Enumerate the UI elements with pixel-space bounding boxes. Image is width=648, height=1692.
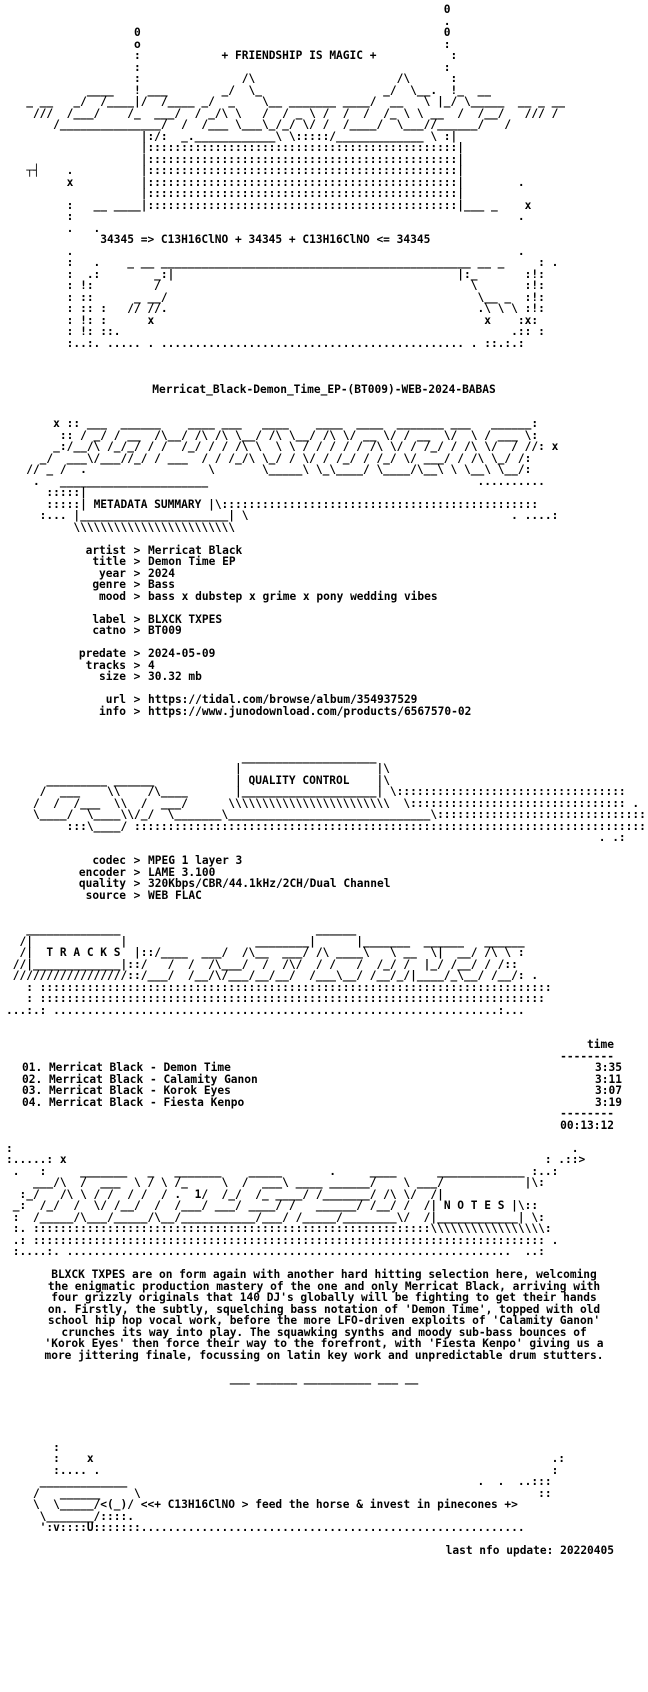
tracks-total-time: 00:13:12 bbox=[560, 1118, 614, 1132]
tracks-time-header: time bbox=[587, 1038, 614, 1051]
notes-banner-art-top: : . :.....: x : .::> . : _______ _ _______ _____ . ____ _____________ :..: ___/\ / ___ \ / \ /_ \ / ___\ ____ ______/ \ ___/ |\: :_/ /\ \ / / / / / . 1/ /_/ /_ ____/ /_______/ /\ \/ /| bbox=[6, 1141, 586, 1201]
bridge-ascii-art: . . : . _ __ ______________________________________________ __ _ : . : .: _:| |:_ :!: : !: / \ :!: : :: _ __/ \__ _ :!: : :: : // //. .\ \ \ :!: : !: : x x :x: : !: ::. .:: : :..:. ..... . ............................................. . ::.:.: bbox=[66, 244, 559, 350]
metadata-row-info[interactable]: info > https://www.junodownload.com/products/6567570-02 bbox=[99, 704, 472, 718]
quality-row-codec: codec > MPEG 1 layer 3 bbox=[92, 854, 243, 867]
formula-line bbox=[6, 234, 642, 246]
nfo-document bbox=[6, 3, 646, 1557]
quality-banner-art-top: ____________________ | |\ bbox=[235, 750, 390, 775]
track-title: 01. Merricat Black - Demon Time bbox=[22, 1061, 231, 1074]
metadata-row-mood: mood > bass x dubstep x grime x pony wedding vibes bbox=[99, 589, 438, 603]
track-title: 03. Merricat Black - Korok Eyes bbox=[22, 1084, 231, 1097]
info-link[interactable]: https://www.junodownload.com/products/6567570-02 bbox=[148, 704, 472, 718]
metadata-row-catno: catno > BT009 bbox=[92, 624, 182, 637]
track-time: 3:35 bbox=[595, 1061, 622, 1074]
footer-tagline: <<+ C13H16ClNO > feed the horse & invest in pinecones +> bbox=[140, 1498, 518, 1511]
metadata-row-predate: predate > 2024-05-09 bbox=[78, 647, 216, 660]
quality-banner-art-bottom: / ___ \\ /\____ |____________________| \:::::::::::::::::::::::::::::::::: / / /___ \\ / ___/ \\\\\\\\\\\\\\\\\\\\\\\\ \:::::::::::::::::::::::::::::::: . \____/ \____\\/_/ \_______\______________________________\::::::::::::::::::::::::::::::: :::\____/ :::::::::::::::::::::::::::::::::::::::::::::::::::::::::::::::::::::::::::: . .: bbox=[32, 785, 646, 844]
quality-row-source: source > WEB FLAC bbox=[85, 888, 202, 902]
tracks-banner-art-top: ______________ ______ /| | ________| |_______ ______ ______ bbox=[19, 923, 525, 948]
metadata-section-label: METADATA SUMMARY bbox=[93, 497, 202, 511]
track-row bbox=[6, 1097, 642, 1109]
last-update: last nfo update: 20220405 bbox=[445, 1544, 614, 1557]
header-text: + FRIENDSHIP IS MAGIC + bbox=[221, 49, 377, 62]
track-time: 3:07 bbox=[595, 1084, 622, 1097]
quality-list bbox=[6, 855, 642, 901]
quality-section-label: QUALITY CONTROL bbox=[248, 773, 350, 787]
release-name: Merricat_Black-Demon_Time_EP-(BT009)-WEB-2024-BABAS bbox=[152, 382, 496, 396]
track-title: 04. Merricat Black - Fiesta Kenpo bbox=[22, 1095, 245, 1109]
tracks-header-rule: -------- bbox=[560, 1049, 614, 1063]
track-time: 3:19 bbox=[595, 1095, 622, 1109]
track-title: 02. Merricat Black - Calamity Ganon bbox=[22, 1072, 258, 1086]
footer-tagline-line: \ \_____/<(_)/ <<+ C13H16ClNO > feed the horse & invest in pinecones +> bbox=[6, 1498, 518, 1511]
notes-section-label: N O T E S bbox=[443, 1199, 505, 1212]
footer-art-top: : : x .: :.... . : _____________ . . ..::: / ______ \ :: bbox=[32, 1440, 566, 1500]
tracks-total-rule: -------- bbox=[560, 1107, 614, 1120]
formula-text: 34345 => C13H16ClNO + 34345 + C13H16ClNO <= 34345 bbox=[100, 233, 431, 246]
quality-row-quality: quality > 320Kbps/CBR/44.1kHz/2CH/Dual Channel bbox=[78, 877, 391, 890]
track-list bbox=[6, 1062, 642, 1108]
metadata-label-line: :::::| METADATA SUMMARY |\::::::::::::::::::::::::::::::::::::::::::::::: :... |______________________| \ . ....: \\\\\\\\\\\\\\\\\\\\\\\\ bbox=[6, 497, 559, 534]
metadata-row-genre: genre > Bass bbox=[92, 578, 175, 591]
tracks-section-label: T R A C K S bbox=[46, 946, 121, 959]
track-row bbox=[6, 1062, 642, 1074]
notes-paragraph: BLXCK TXPES are on form again with another hard hitting selection here, welcoming the enigmatic production mastery of the one and only Merricat Black, arriving with four grizzly originals that 140 DJ's globally will be fighting to get their hands on. Firstly, the subtly, squelching bass notation of 'Demon Time', topped with old school hip hop vocal work, before the more LFO-driven exploits of 'Calamity Ganon' crunches its way into play. The squawking synths and moody sub-bass bounces of 'Korok Eyes' then force their way to the forefront, with 'Fiesta Kenpo' giving us a more jittering finale, focussing on latin key work and unpredictable drum stutters. bbox=[44, 1268, 604, 1362]
quality-label-line: _________ ______ | QUALITY CONTROL |\ bbox=[6, 773, 390, 787]
track-time: 3:11 bbox=[595, 1072, 622, 1086]
notes-divider: ___ ______ __________ ___ __ bbox=[229, 1371, 419, 1385]
metadata-row-artist: artist > Merricat Black bbox=[85, 543, 243, 557]
metadata-row-title: title > Demon Time EP bbox=[92, 555, 236, 568]
metadata-row-label: label > BLXCK TXPES bbox=[92, 612, 223, 626]
metadata-row-year: year > 2024 bbox=[99, 566, 175, 580]
track-row bbox=[6, 1085, 642, 1097]
tracks-label-line: /| T R A C K S |::/____ ___/ /\__ ___/ /\ ____\ \ __ \| __/ /\ \ : bbox=[6, 946, 525, 959]
metadata-banner-art: x :: ___ ______ ____ ___ ____ ____ ____ _______ ___ ______: :: / _/ / __ /\__/ /\ /\ \__/ /\ \__/ /\ \/ __ \/ / __ \/ \ / ___ \: _:/__/\ /_/_/ / / /_/ / / /\ \ \ \ / / / / / /\ \/ / /_/ / /\ \/ / //: x _/ ___\/___//_/ / ___ / / /_/\ \_/ / \/ / /_/ / /_/ \/ ___/ / /\ \_/ /: // _ / . \ \_____\ \_\____/ \____/\__\ \ \__\ \__/: . ______________________ .......... :::::| bbox=[26, 417, 559, 499]
notes-label-line: _: /_/ / \/ /__/ / /___/ ___/ ____/ / ______/ /__/ / /| N O T E S |\:: bbox=[6, 1199, 539, 1212]
notes-banner-art-bottom: : /_____/\___/_____/\__/___________/___/ /_____/________\/ /|____________| \: :. :::::::::::::::::::::::::::::::::::::::::::::::::::::::::::\\\\\\\\\\\\\\\\\: .: :::::::::::::::::::::::::::::::::::::::::::::::::::::::::::::::::::::::::::: . :....:. .................................................................. ..: bbox=[12, 1210, 559, 1258]
metadata-row-tracks: tracks > 4 bbox=[85, 658, 155, 672]
metadata-list bbox=[6, 545, 642, 718]
url-link[interactable]: https://tidal.com/browse/album/354937529 bbox=[148, 693, 418, 706]
metadata-row-url[interactable]: url > https://tidal.com/browse/album/354937529 bbox=[105, 693, 418, 706]
tracks-banner-art-bottom: //|_____________|::/ / / /\___/ / /\/ / / / /_/ / |_/ /__/ / /:: /////////////////::/___/ /__/\/___/__/__/ /___\__/ /__/_/|____/_\__/ /__/: . : :::::::::::::::::::::::::::::::::::::::::::::::::::::::::::::::::::::::::::: : ::::::::::::::::::::::::::::::::::::::::::::::::::::::::::::::::::::::::::: ...:.: ..................................................................:... bbox=[6, 957, 552, 1017]
quality-row-encoder: encoder > LAME 3.100 bbox=[78, 865, 216, 879]
castle-ascii-art-top: 0 . 0 0 o : : + FRIENDSHIP IS MAGIC + : : : : /\ /\ : ____ ! ___ _/ \_ _/ \__. !_ __ _ __ _/ /____|/ /____ _/ _ \__ _______ ____/ __ \ |_/ \_____ __ _ __ /// /___/ /_ ___/ / _/\ \ / / _ \ / / / /_ \ \ __ / /__/ /// / /_______________/ / /___ \___\_/_/ \/ / /____/ \___//______/ / |:/: _.____________\ \:::::/_____________ \ :| |::::::::::::::::::::::::::::::::::::::::::::::| |::::::::::::::::::::::::::::::::::::::::::::::| ┬┤ . |::::::::::::::::::::::::::::::::::::::::::::::| x |::::::::::::::::::::::::::::::::::::::::::::::| . |::::::::::::::::::::::::::::::::::::::::::::::| : __ ____|::::::::::::::::::::::::::::::::::::::::::::::|___ _ x : . . . bbox=[26, 3, 566, 235]
footer-art-bottom: \_______/::::. ':v::::U:::::::......................................................... bbox=[39, 1509, 525, 1534]
metadata-row-size: size > 30.32 mb bbox=[99, 670, 202, 683]
